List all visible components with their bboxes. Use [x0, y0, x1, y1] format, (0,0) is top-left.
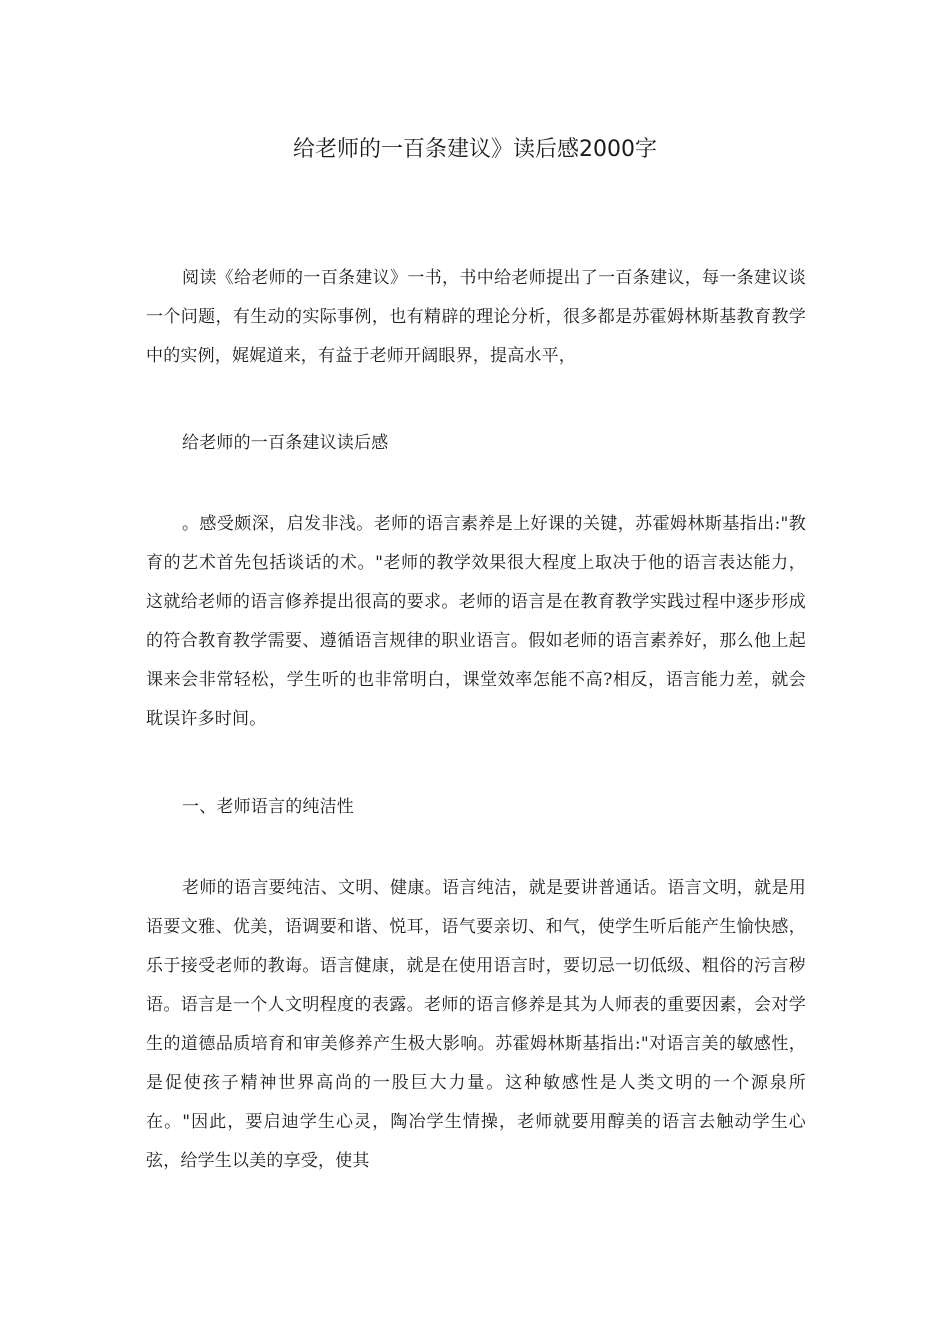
- paragraph-purity: 老师的语言要纯洁、文明、健康。语言纯洁，就是要讲普通话。语言文明，就是用语要文雅、优美，语调要和谐、悦耳，语气要亲切、和气，使学生听后能产生愉快感，乐于接受老师的教诲。语言健康，就是在使用语言时，要切忌一切低级、粗俗的污言秽语。语言是一个人文明程度的表露。老师的语言修养是其为人师表的重要因素，会对学生的道德品质培育和审美修养产生极大影响。苏霍姆林斯基指出:"对语言美的敏感性，是促使孩子精神世界高尚的一股巨大力量。这种敏感性是人类文明的一个源泉所在。"因此，要启迪学生心灵，陶冶学生情操，老师就要用醇美的语言去触动学生心弦，给学生以美的享受，使其: [146, 878, 806, 1171]
- section-heading-purity: 一、老师语言的纯洁性: [182, 797, 354, 817]
- paragraph-subheading: 给老师的一百条建议读后感: [182, 433, 389, 453]
- paragraph-intro: 阅读《给老师的一百条建议》一书，书中给老师提出了一百条建议，每一条建议谈一个问题，有生动的实际事例，也有精辟的理论分析，很多都是苏霍姆林斯基教育教学中的实例，娓娓道来，有益于老师开阔眼界，提高水平，: [146, 268, 806, 366]
- document-title: 给老师的一百条建议》读后感2000字: [293, 137, 657, 162]
- paragraph-language-literacy: 。感受颇深，启发非浅。老师的语言素养是上好课的关键，苏霍姆林斯基指出:"教育的艺术首先包括谈话的术。"老师的教学效果很大程度上取决于他的语言表达能力，这就给老师的语言修养提出很高的要求。老师的语言是在教育教学实践过程中逐步形成的符合教育教学需要、遵循语言规律的职业语言。假如老师的语言素养好，那么他上起课来会非常轻松，学生听的也非常明白，课堂效率怎能不高?相反，语言能力差，就会耽误许多时间。: [146, 514, 806, 729]
